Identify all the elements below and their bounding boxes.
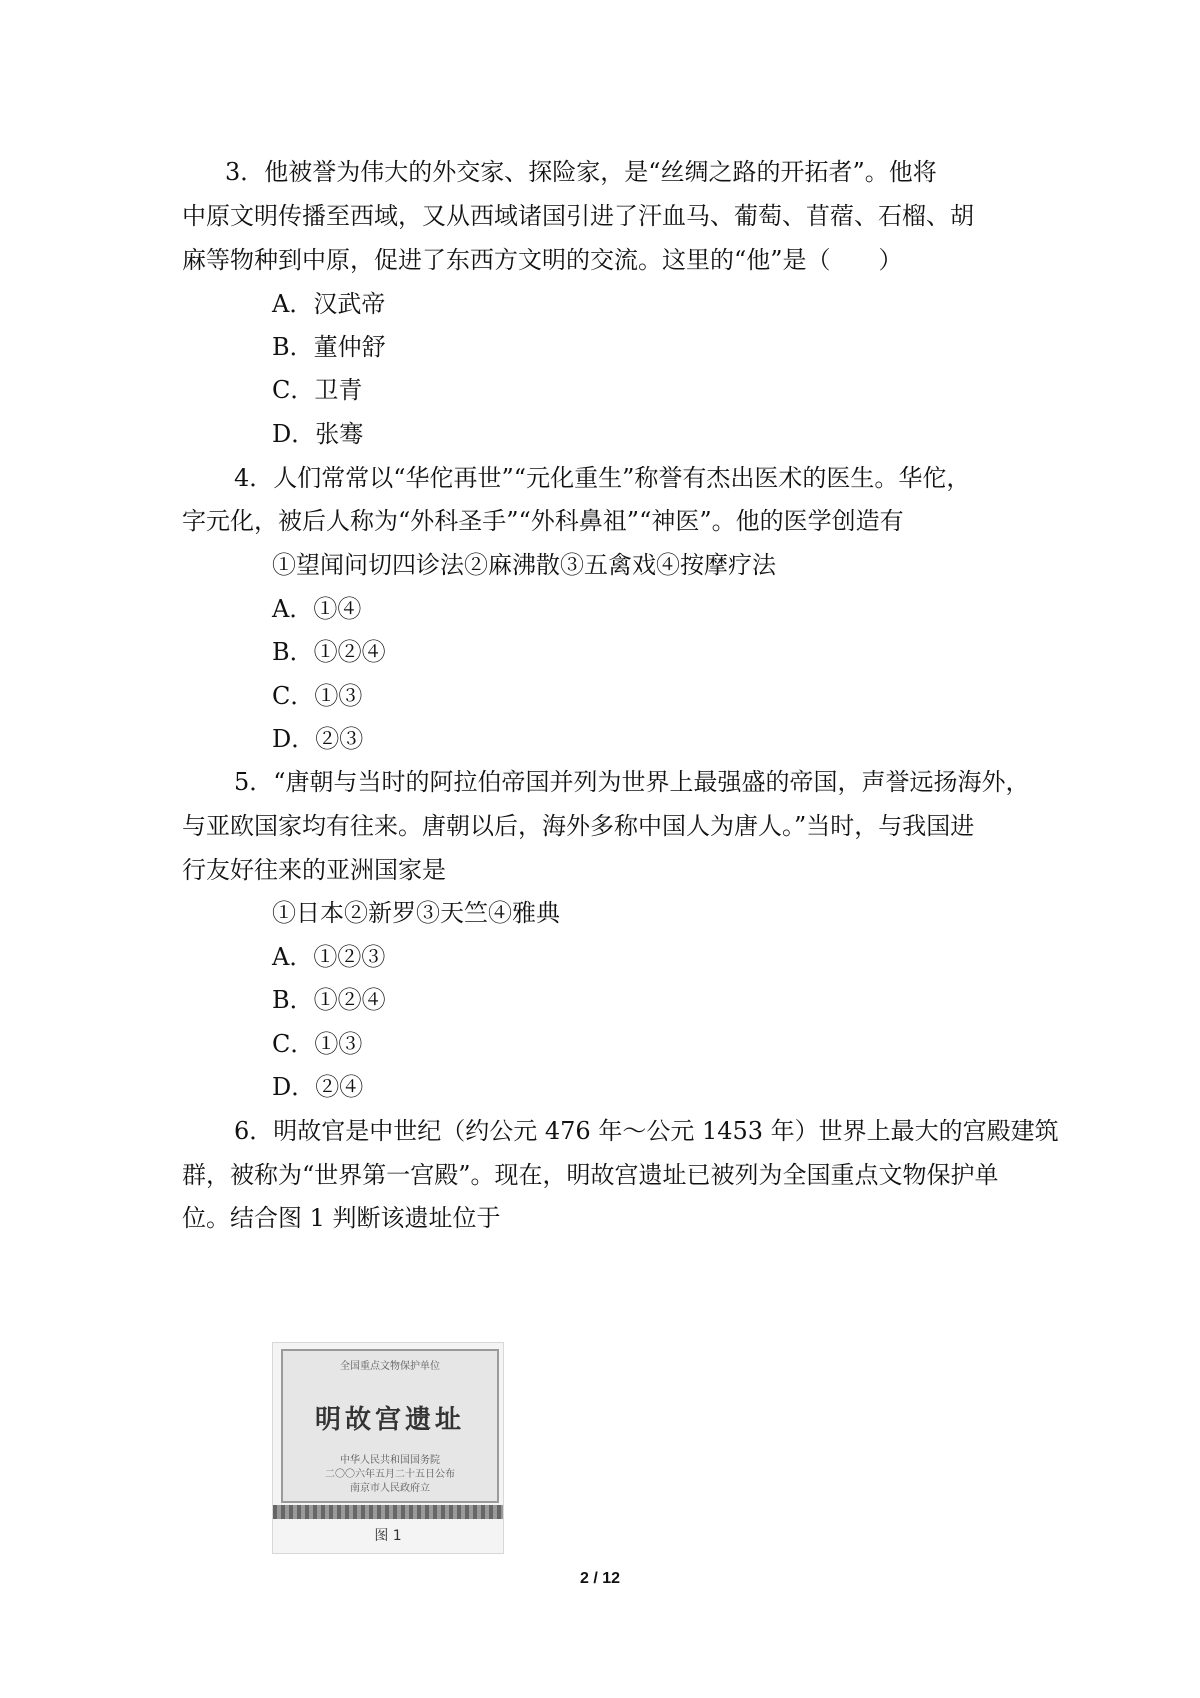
q3-option-d: D．张骞 [272, 420, 364, 448]
q3-option-c: C．卫青 [272, 376, 363, 404]
plaque-top-text: 全国重点文物保护单位 [340, 1361, 440, 1372]
q4-option-c: C．①③ [272, 682, 363, 710]
figure-1-plaque-photo [272, 1342, 504, 1554]
q4-option-b: B．①②④ [272, 638, 386, 666]
plaque-line-3: 南京市人民政府立 [350, 1483, 430, 1494]
q3-option-b: B．董仲舒 [272, 333, 386, 361]
q4-option-d: D．②③ [272, 725, 364, 753]
plaque-base [273, 1505, 503, 1519]
q5-option-d: D．②④ [272, 1073, 364, 1101]
q5-option-c: C．①③ [272, 1030, 363, 1058]
q3-stem-line-1: 3．他被誉为伟大的外交家、探险家，是“丝绸之路的开拓者”。他将 [225, 158, 937, 186]
page-number: 2 / 12 [579, 1570, 621, 1587]
q5-stem-line-2: 与亚欧国家均有往来。唐朝以后，海外多称中国人为唐人。”当时，与我国进 [182, 812, 975, 840]
plaque-title: 明故宫遗址 [314, 1405, 465, 1435]
q4-option-a: A．①④ [272, 595, 362, 623]
q6-stem-line-3: 位。结合图 1 判断该遗址位于 [182, 1204, 501, 1232]
q5-stem-line-3: 行友好往来的亚洲国家是 [182, 856, 446, 884]
q5-option-a: A．①②③ [272, 943, 386, 971]
figure-caption: 图 1 [374, 1528, 402, 1544]
plaque-line-1: 中华人民共和国国务院 [340, 1455, 440, 1466]
q5-items: ①日本②新罗③天竺④雅典 [272, 899, 560, 927]
q4-stem-line-2: 字元化，被后人称为“外科圣手”“外科鼻祖”“神医”。他的医学创造有 [182, 507, 904, 535]
q6-stem-line-1: 6．明故官是中世纪（约公元 476 年～公元 1453 年）世界上最大的宫殿建筑 [234, 1117, 1059, 1145]
q3-option-a: A．汉武帝 [272, 290, 386, 318]
q5-stem-line-1: 5．“唐朝与当时的阿拉伯帝国并列为世界上最强盛的帝国，声誉远扬海外， [234, 768, 1030, 796]
q4-items: ①望闻问切四诊法②麻沸散③五禽戏④按摩疗法 [272, 551, 776, 579]
q4-stem-line-1: 4．人们常常以“华佗再世”“元化重生”称誉有杰出医术的医生。华佗， [234, 464, 971, 492]
q6-stem-line-2: 群，被称为“世界第一宫殿”。现在，明故宫遗址已被列为全国重点文物保护单 [182, 1161, 999, 1189]
q3-stem-line-3: 麻等物种到中原，促进了东西方文明的交流。这里的“他”是（ ） [182, 246, 903, 274]
q3-stem-line-2: 中原文明传播至西域，又从西域诸国引进了汗血马、葡萄、苜蓿、石榴、胡 [182, 202, 974, 230]
plaque-line-2: 二〇〇六年五月二十五日公布 [325, 1469, 455, 1480]
q5-option-b: B．①②④ [272, 986, 386, 1014]
plaque-board [281, 1349, 499, 1503]
